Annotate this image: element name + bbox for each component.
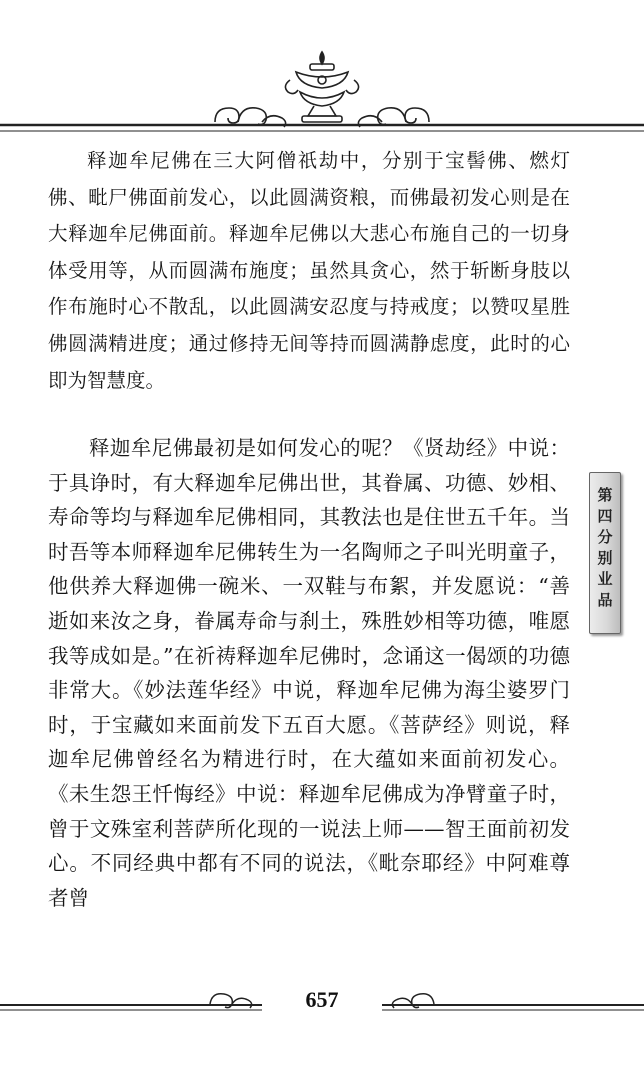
chapter-tab-label: 第 四 分 别 业 品 bbox=[597, 486, 613, 609]
ornament-icon bbox=[285, 52, 358, 122]
chapter-side-tab bbox=[589, 472, 621, 634]
body-paragraph-1: 释迦牟尼佛在三大阿僧祇劫中，分别于宝髻佛、燃灯佛、毗尸佛面前发心，以此圆满资粮，而佛最初发心则是在大释迦牟尼佛面前。释迦牟尼佛以大悲心布施自己的一切身体受用等，从而圆满布施度；虽然具贪心，然于斩断身肢以作布施时心不散乱，以此圆满安忍度与持戒度；以赞叹星胜佛圆满精进度；通过修持无间等持而圆满静虑度，此时的心即为智慧度。 bbox=[48, 149, 570, 392]
page-header-ornament bbox=[0, 0, 644, 140]
body-paragraph-2: 释迦牟尼佛最初是如何发心的呢？《贤劫经》中说：于具诤时，有大释迦牟尼佛出世，其眷属、功德、妙相、寿命等均与释迦牟尼佛相同，其教法也是住世五千年。当时吾等本师释迦牟尼佛转生为一名陶师之子叫光明童子，他供养大释迦佛一碗米、一双鞋与布絮，并发愿说：“善逝如来汝之身，眷属寿命与刹土，殊胜妙相等功德，唯愿我等成如是。”在祈祷释迦牟尼佛时，念诵这一偈颂的功德非常大。《妙法莲华经》中说，释迦牟尼佛为海尘婆罗门时，于宝藏如来面前发下五百大愿。《菩萨经》则说，释迦牟尼佛曾经名为精进行时，在大蕴如来面前初发心。《未生怨王忏悔经》中说：释迦牟尼佛成为净臂童子时，曾于文殊室利菩萨所化现的一说法上师——智王面前初发心。不同经典中都有不同的说法，《毗奈耶经》中阿难尊者曾 bbox=[48, 436, 570, 910]
page-number: 657 bbox=[305, 987, 339, 1012]
